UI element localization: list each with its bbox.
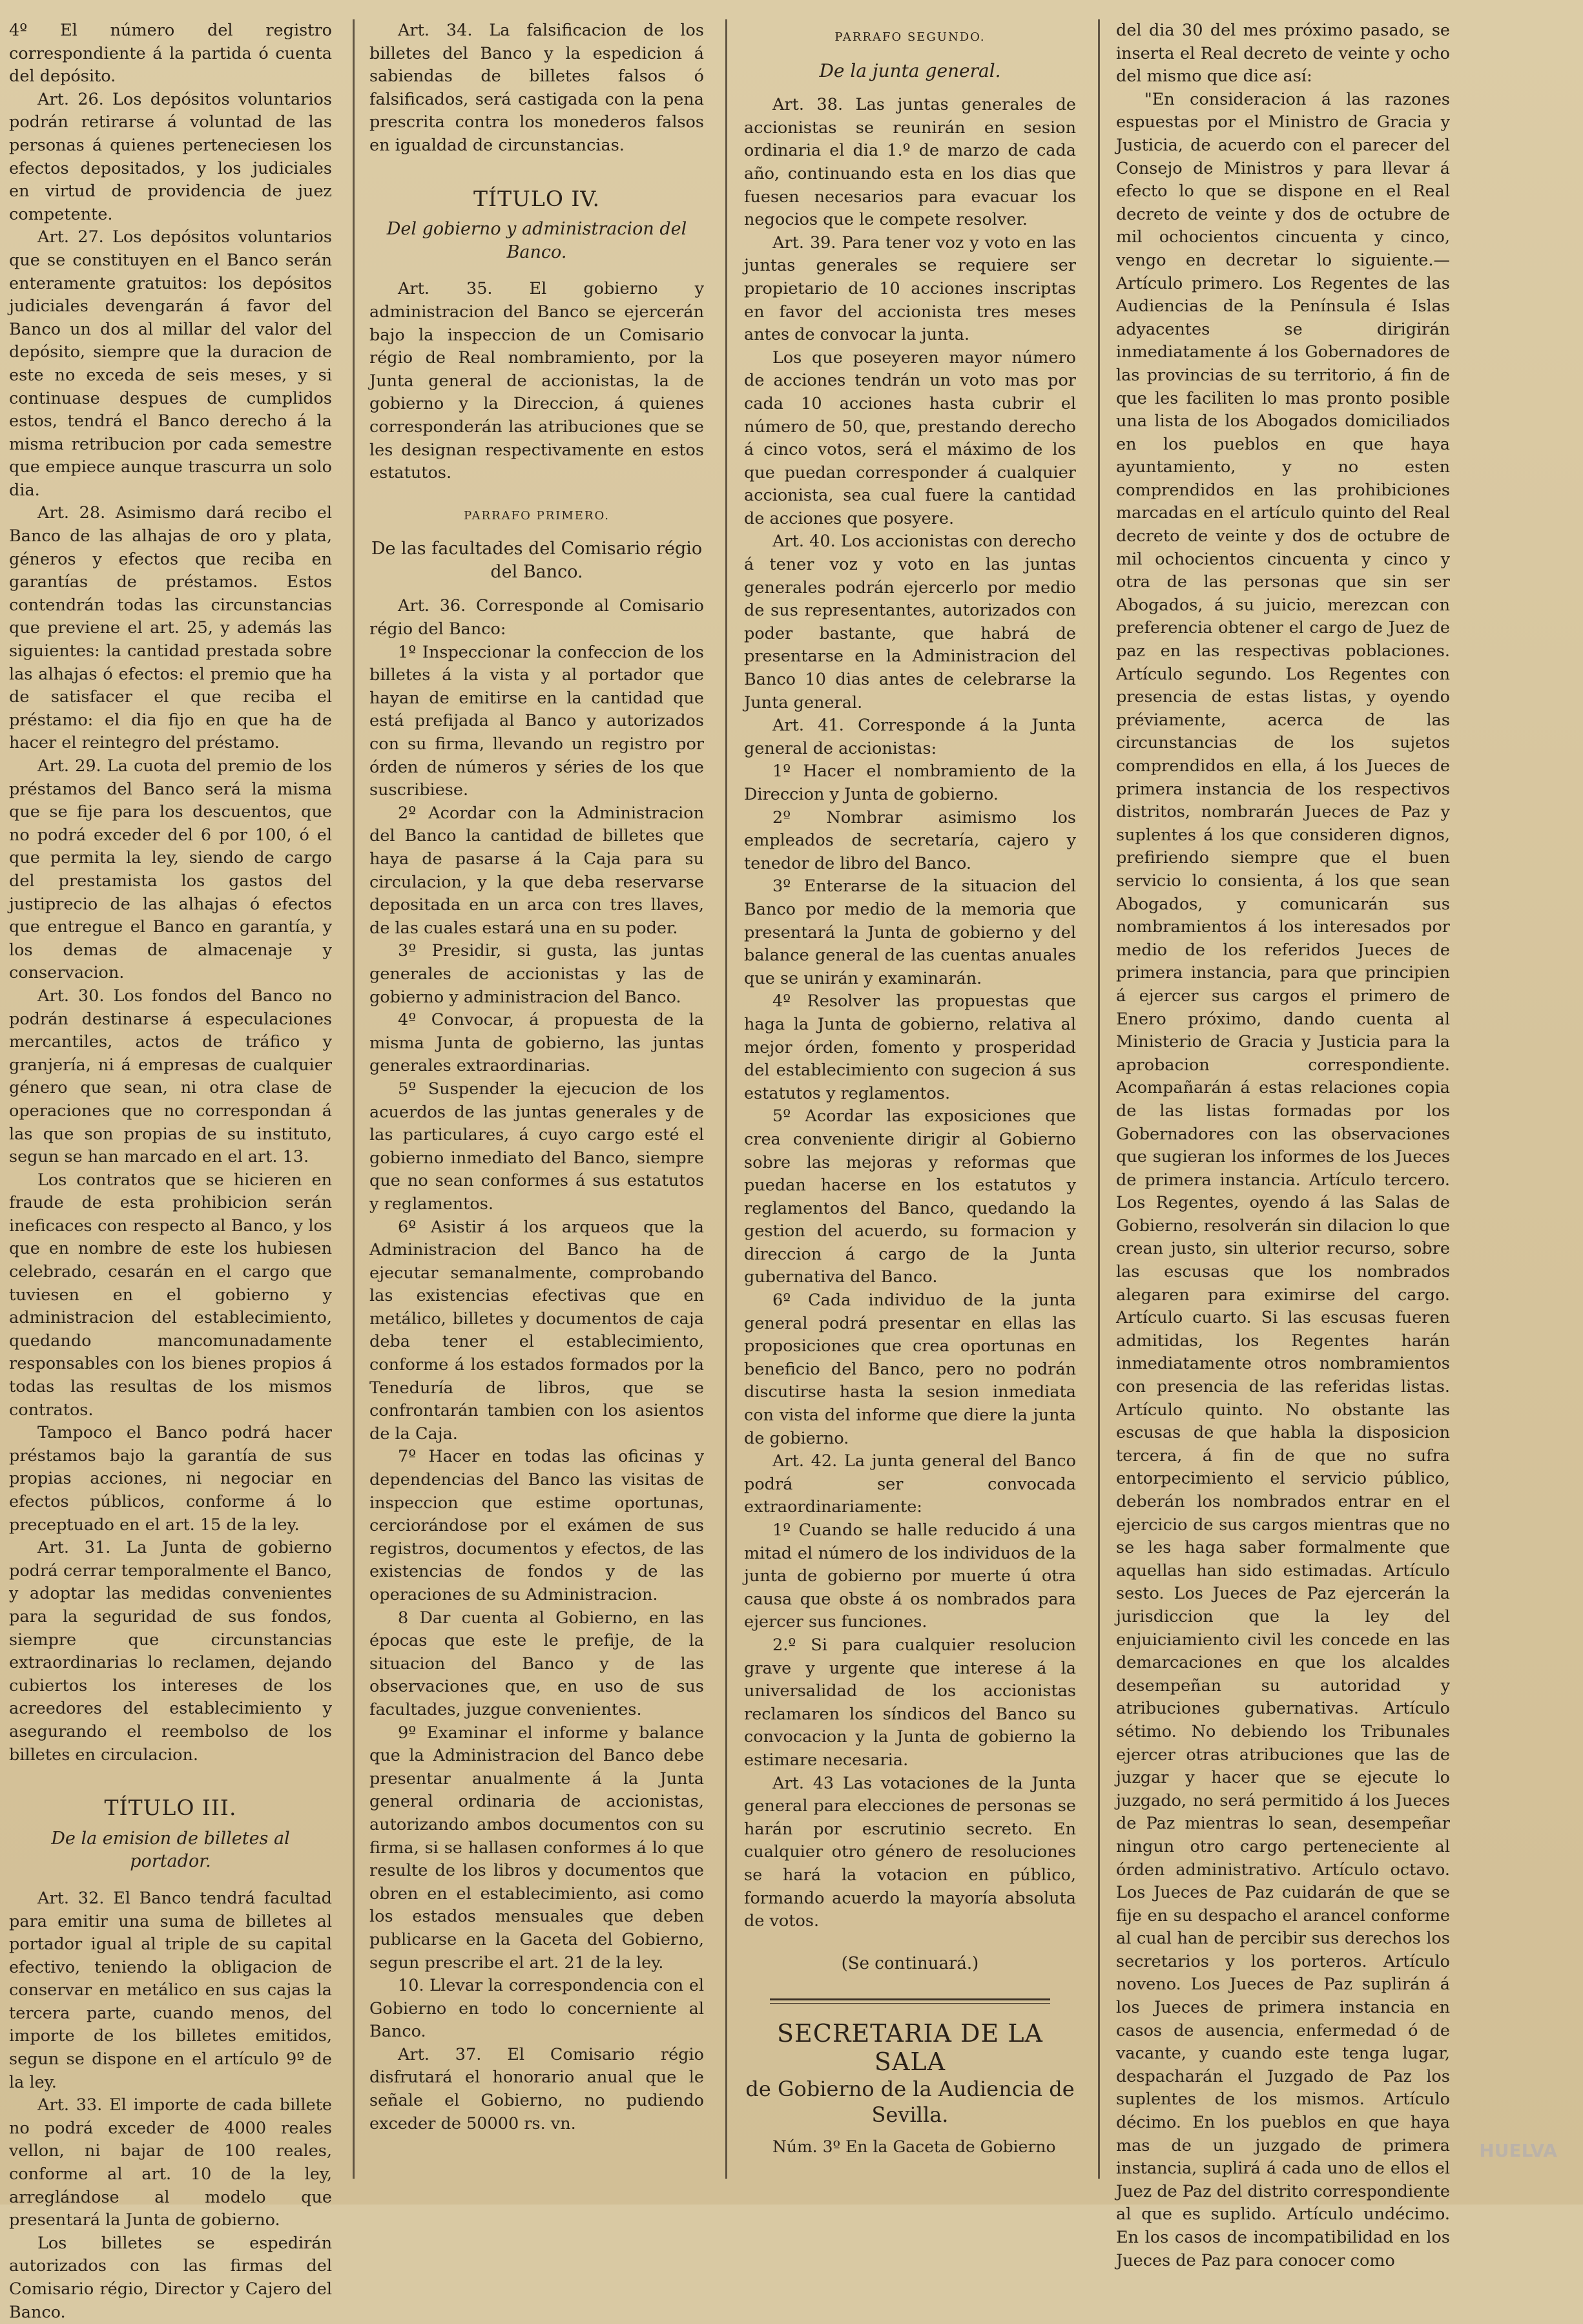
paragraph: 4º Convocar, á propuesta de la misma Junta de gobierno, las juntas generales extraordinarias. — [369, 1010, 704, 1076]
section-subtitle: De la emision de billetes al portador. — [51, 1828, 290, 1872]
column-4 — [1116, 19, 1450, 2270]
section-title: TÍTULO III. — [104, 1795, 237, 1821]
paragraph: 1º Cuando se halle reducido á una mitad el número de los individuos de la junta de gobierno por muerte ú otra causa que obste á os nombrados para ejercer sus funciones. — [744, 1520, 1076, 1632]
paragraph: Art. 27. Los depósitos voluntarios que se constituyen en el Banco serán enteramente gratuitos: los depósitos judiciales devengarán á favor del Banco un dos al millar del valor del depósito, siempre que la duracion de este no exceda de seis meses, y si continuase despues de cumplidos estos, tendrá el Banco derecho á la misma retribucion por cada semestre que empiece aunque trascurra un solo dia. — [9, 227, 332, 500]
paragraph: "En consideracion á las razones espuestas por el Ministro de Gracia y Justicia, de acuerdo con el parecer del Consejo de Ministros y para llevar á efecto lo que se dispone en el Real decreto de veinte y dos de octubre de mil ochocientos cincuenta y cinco, vengo en decretar lo siguiente.—Artículo primero. Los Regentes de las Audiencias de la Península é Islas adyacentes se dirigirán inmediatamente á los Gobernadores de las provincias de su territorio, á fin de que les faciliten lo mas pronto posible una lista de los Abogados domiciliados en los pueblos en que haya ayuntamiento, y no esten comprendidos en las prohibiciones marcadas en el artículo quinto del Real decreto de veinte y dos de octubre de mil ochocientos cincuenta y cinco y otra de las personas que sin ser Abogados, á su juicio, merezcan con preferencia obtener el cargo de Juez de paz en las respectivas poblaciones. Artículo segundo. Los Regentes con presencia de estas listas, y oyendo préviamente, acerca de las circunstancias de los sujetos comprendidos en ella, á los Jueces de primera instancia de los respectivos distritos, nombrarán Jueces de Paz y suplentes á los que consideren dignos, prefiriendo siempre que el buen servicio lo consienta, á los que sean Abogados, y comunicarán sus nombramientos á los interesados por medio de los referidos Jueces de primera instancia, para que principien á ejercer sus cargos el primero de Enero próximo, dando cuenta al Ministerio de Gracia y Justicia para la aprobacion correspondiente. Acompañarán á estas relaciones copia de las listas formadas por los Gobernadores con las observaciones que sugieran los informes de los Jueces de primera instancia. Artículo tercero. Los Regentes, oyendo á las Salas de Gobierno, resolverán sin dilacion lo que crean justo, sin ulterior recurso, sobre las escusas que los nombrados alegaren para eximirse del cargo. Artículo cuarto. Si las escusas fueren admitidas, los Regentes harán inmediatamente otros nombramientos con presencia de las referidas listas. Artículo quinto. No obstante las escusas de que habla la disposicion tercera, á fin de que no sufra entorpecimiento el servicio público, deberán los nombrados entrar en el ejercicio de sus cargos mientras que no se les haga saber formalmente que aquellas han sido estimadas. Artículo sesto. Los Jueces de Paz ejercerán la jurisdiccion que la ley del enjuiciamiento civil les concede en las demarcaciones en que los alcaldes desempeñan su autoridad y atribuciones gubernativas. Artículo sétimo. No debiendo los Tribunales ejercer otras atribuciones que las de juzgar y hacer que se ejecute lo juzgado, no será permitido á los Jueces de Paz mientras lo sean, desempeñar ningun otro cargo perteneciente al órden administrativo. Artículo octavo. Los Jueces de Paz cuidarán de que se fije en su despacho el arancel conforme al cual han de percibir sus derechos los secretarios y los porteros. Artículo noveno. Los Jueces de Paz suplirán á los Jueces de primera instancia en casos de ausencia, enfermedad ó de vacante, y cuando este tenga lugar, despacharán el Juzgado de Paz los suplentes de los mismos. Artículo décimo. En los pueblos en que haya mas de un juzgado de primera instancia, suplirá á cada uno de ellos el Juez de Paz del distrito correspondiente al que es suplido. Artículo undécimo. En los casos de incompatibilidad en los Jueces de Paz para conocer como — [1116, 89, 1450, 2270]
paragraph: Art. 36. Corresponde al Comisario régio del Banco: — [369, 596, 704, 639]
paragraph: Art. 39. Para tener voz y voto en las juntas generales se requiere ser propietario de 10 acciones inscriptas en favor del accionista tres meses antes de convocar la junta. — [744, 233, 1076, 345]
paragraph-title: De la junta general. — [819, 59, 1001, 81]
paragraph: Art. 34. La falsificacion de los billetes del Banco y la espedicion á sabiendas de billetes falsos ó falsificados, será castigada con la pena prescrita contra los monederos falsos en igualdad de circunstancias. — [369, 21, 704, 155]
paragraph: Los que poseyeren mayor número de acciones tendrán un voto mas por cada 10 acciones hasta cubrir el número de 50, que, prestando derecho á cinco votos, será el máximo de los que puedan corresponder á cualquier accionista, sea cual fuere la cantidad de acciones que posyere. — [744, 348, 1076, 528]
section-subtitle: Del gobierno y administracion del Banco. — [386, 219, 687, 262]
column-rule — [353, 19, 355, 2179]
paragraph: 2º Acordar con la Administracion del Banco la cantidad de billetes que haya de pasarse á la Caja para su circulacion, y la que deba reservarse depositada en un arca con tres llaves, de las cuales estará una en su poder. — [369, 803, 704, 938]
paragraph: Art. 43 Las votaciones de la Junta general para elecciones de personas se harán por escrutinio secreto. En cualquier otro género de resoluciones se hará la votacion en público, formando acuerdo la mayoría absoluta de votos. — [744, 1773, 1076, 1931]
paragraph: Art. 26. Los depósitos voluntarios podrán retirarse á voluntad de las personas á quienes perteneciesen los efectos depositados, y los judiciales en virtud de providencia de juez competente. — [9, 89, 332, 224]
paragraph: Tampoco el Banco podrá hacer préstamos bajo la garantía de sus propias acciones, ni negociar en efectos públicos, conforme á lo preceptuado en el art. 15 de la ley. — [9, 1423, 332, 1535]
paragraph: 4º El número del registro correspondiente á la partida ó cuenta del depósito. — [9, 21, 332, 87]
section-title: TÍTULO IV. — [473, 185, 600, 211]
column-rule — [725, 19, 727, 2179]
paragraph: 5º Suspender la ejecucion de los acuerdos de las juntas generales y de las particulares, á cuyo cargo esté el gobierno inmediato del Banco, siempre que no sean conformes á sus estatutos y reglamentos. — [369, 1079, 704, 1214]
paragraph: Los billetes se espedirán autorizados con las firmas del Comisario régio, Director y Cajero del Banco. — [9, 2233, 332, 2322]
paragraph: 8 Dar cuenta al Gobierno, en las épocas que este le prefije, de la situacion del Banco y de las observaciones que, en uso de sus facultades, juzgue convenientes. — [369, 1608, 704, 1719]
double-rule — [770, 1998, 1050, 2004]
paragraph: Art. 32. El Banco tendrá facultad para emitir una suma de billetes al portador igual al triple de su capital efectivo, teniendo la obligacion de conservar en metálico en sus cajas la tercera parte, cuando menos, del importe de los billetes emitidos, segun se dispone en el artículo 9º de la ley. — [9, 1888, 332, 2092]
paragraph: Art. 31. La Junta de gobierno podrá cerrar temporalmente el Banco, y adoptar las medidas convenientes para la seguridad de sus fondos, siempre que circunstancias extraordinarias lo reclamen, dejando cubiertos los intereses de los acreedores del establecimiento y asegurando el reembolso de los billetes en circulacion. — [9, 1538, 332, 1765]
column-rule — [1098, 19, 1100, 2179]
paragraph: 6º Cada individuo de la junta general podrá presentar en ellas las proposiciones que crea oportunas en beneficio del Banco, pero no podrán discutirse hasta la sesion inmediata con vista del informe que diere la junta de gobierno. — [744, 1291, 1076, 1448]
paragraph: 5º Acordar las exposiciones que crea conveniente dirigir al Gobierno sobre las mejoras y reformas que puedan hacerse en los estatutos y reglamentos del Banco, quedando la gestion del acuerdo, su formacion y direccion á cargo de la Junta gubernativa del Banco. — [744, 1106, 1076, 1287]
paragraph: Los contratos que se hicieren en fraude de esta prohibicion serán ineficaces con respecto al Banco, y los que en nombre de este los hubiesen celebrado, cesarán en el cargo que tuviesen en el gobierno y administracion del establecimiento, quedando mancomunadamente responsables con los bienes propios á todas las resultas de los mismos contratos. — [9, 1170, 332, 1420]
paragraph: 7º Hacer en todas las oficinas y dependencias del Banco las visitas de inspeccion que estime oportunas, cerciorándose por el exámen de sus registros, documentos y efectos, de las existencias de fondos y de las operaciones de su Administracion. — [369, 1447, 704, 1604]
paragraph: 4º Resolver las propuestas que haga la Junta de gobierno, relativa al mejor órden, fomento y prosperidad del establecimiento con sugecion á sus estatutos y reglamentos. — [744, 991, 1076, 1103]
paragraph: 6º Asistir á los arqueos que la Administracion del Banco ha de ejecutar semanalmente, comprobando las existencias efectivas que en metálico, billetes y documentos de caja deba tener el establecimiento, conforme á los estados formados por la Teneduría de libros, que se confrontarán tambien con los asientos de la Caja. — [369, 1217, 704, 1444]
paragraph: 2.º Si para cualquier resolucion grave y urgente que interese á la universalidad de los accionistas reclamaren los síndicos del Banco su convocacion y la Junta de gobierno la estimare necesaria. — [744, 1635, 1076, 1770]
continued-note: (Se continuará.) — [841, 1953, 979, 1973]
paragraph: 9º Examinar el informe y balance que la Administracion del Banco debe presentar anualmente á la Junta general ordinaria de accionistas, autorizando ambos documentos con su firma, si se hallasen conformes á lo que resulte de los libros y documentos que obren en el establecimiento, asi como los estados mensuales que deben publicarse en la Gaceta del Gobierno, segun prescribe el art. 21 de la ley. — [369, 1723, 704, 1973]
paragraph: 2º Nombrar asimismo los empleados de secretaría, cajero y tenedor de libro del Banco. — [744, 807, 1076, 873]
paragraph: Art. 28. Asimismo dará recibo el Banco de las alhajas de oro y plata, géneros y efectos que reciba en garantías de préstamos. Estos contendrán todas las circunstancias que previene el art. 25, y además las siguientes: la cantidad prestada sobre las alhajas ó efectos: el premio que ha de satisfacer el que reciba el préstamo: el dia fijo en que ha de hacer el reintegro del préstamo. — [9, 503, 332, 753]
paragraph: 3º Enterarse de la situacion del Banco por medio de la memoria que presentará la Junta de gobierno y del balance general de las cuentas anuales que se unirán y examinarán. — [744, 877, 1076, 988]
column-1 — [9, 19, 332, 2322]
paragraph: Art. 33. El importe de cada billete no podrá exceder de 4000 reales vellon, ni bajar de 100 reales, conforme al art. 10 de la ley, arreglándose al modelo que presentará la Junta de gobierno. — [9, 2095, 332, 2230]
paragraph: Art. 38. Las juntas generales de accionistas se reunirán en sesion ordinaria el dia 1.º de marzo de cada año, continuando esta en los dias que fuesen necesarios para evacuar los negocios que le compete resolver. — [744, 95, 1076, 230]
paragraph: Art. 30. Los fondos del Banco no podrán destinarse á especulaciones mercantiles, actos de tráfico y granjería, ni á empresas de cualquier género que sean, ni otra clase de operaciones que no correspondan á las que son propias de su instituto, segun se han marcado en el art. 13. — [9, 986, 332, 1167]
archive-watermark: HUELVA — [1479, 2140, 1557, 2161]
paragraph: 1º Hacer el nombramiento de la Direccion y Junta de gobierno. — [744, 762, 1076, 804]
paragraph: Art. 40. Los accionistas con derecho á tener voz y voto en las juntas generales podrán ejercerlo por medio de sus representantes, autorizados con poder bastante, que habrá de presentarse en la Administracion del Banco 10 dias antes de celebrarse la Junta general. — [744, 532, 1076, 712]
secretaria-subheading: de Gobierno de la Audiencia de Sevilla. — [745, 2077, 1075, 2128]
paragraph: Art. 42. La junta general del Banco podrá ser convocada extraordinariamente: — [744, 1451, 1076, 1517]
paragraph-heading: PARRAFO SEGUNDO. — [834, 30, 986, 44]
paragraph-title: De las facultades del Comisario régio del Banco. — [371, 539, 703, 582]
paragraph: 1º Inspeccionar la confeccion de los billetes á la vista y al portador que hayan de emitirse en la cantidad que está prefijada al Banco y autorizados con su firma, llevando un registro por órden de números y séries de los que suscribiese. — [369, 642, 704, 800]
secretaria-heading: SECRETARIA DE LA SALA — [776, 2019, 1043, 2077]
column-3 — [744, 19, 1076, 2179]
paragraph: del dia 30 del mes próximo pasado, se inserta el Real decreto de veinte y ocho del mismo que dice así: — [1116, 21, 1450, 87]
paragraph: 10. Llevar la correspondencia con el Gobierno en todo lo concerniente al Banco. — [369, 1976, 704, 2042]
paragraph: Art. 37. El Comisario régio disfrutará el honorario anual que le señale el Gobierno, no pudiendo exceder de 50000 rs. vn. — [369, 2044, 704, 2133]
paragraph: 3º Presidir, si gusta, las juntas generales de accionistas y las de gobierno y administracion del Banco. — [369, 941, 704, 1007]
paragraph-heading: PARRAFO PRIMERO. — [464, 508, 610, 523]
paragraph: Art. 35. El gobierno y administracion del Banco se ejercerán bajo la inspeccion de un Comisario régio de Real nombramiento, por la Junta general de accionistas, la de gobierno y la Direccion, á quienes corresponderán las atribuciones que se les designan respectivamente en estos estatutos. — [369, 279, 704, 483]
paragraph: Art. 41. Corresponde á la Junta general de accionistas: — [744, 716, 1076, 758]
paragraph: Núm. 3º En la Gaceta de Gobierno — [772, 2137, 1056, 2157]
column-2 — [369, 19, 704, 2179]
paragraph: Art. 29. La cuota del premio de los préstamos del Banco será la misma que se fije para los descuentos, que no podrá exceder del 6 por 100, ó el que permita la ley, siendo de cargo del prestamista los gastos del justiprecio de las alhajas ó efectos que entregue el Banco en garantía, y los demas de almacenaje y conservacion. — [9, 756, 332, 983]
